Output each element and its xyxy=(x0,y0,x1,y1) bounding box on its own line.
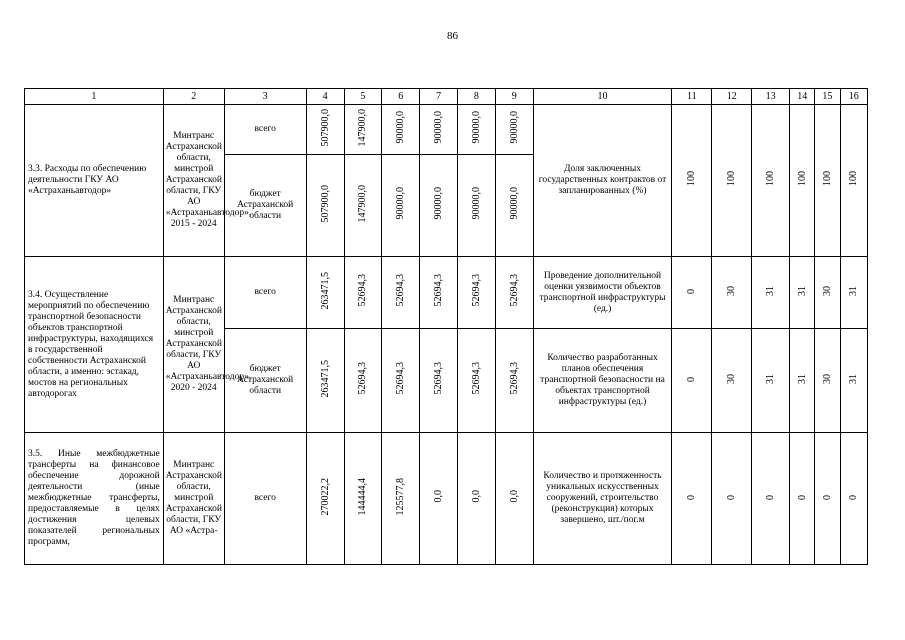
header-cell: 16 xyxy=(840,89,867,105)
value-cell: 90000,0 xyxy=(420,105,458,155)
executor-cell: Минтранс Астраханской области, минстрой Астраханской области, ГКУ АО «Астраханьавтодор», 2015 - 2024 xyxy=(163,105,224,257)
value-cell: 90000,0 xyxy=(382,155,420,257)
header-cell: 2 xyxy=(163,89,224,105)
indicator-value: 0 xyxy=(752,433,790,565)
header-cell: 10 xyxy=(533,89,672,105)
value-cell: 147900,0 xyxy=(344,105,382,155)
indicator-value: 30 xyxy=(815,329,840,433)
value-cell: 52694,3 xyxy=(382,329,420,433)
header-cell: 14 xyxy=(790,89,815,105)
indicator-value: 30 xyxy=(815,257,840,329)
header-cell: 12 xyxy=(712,89,752,105)
table-row xyxy=(25,433,868,565)
indicator-value: 100 xyxy=(790,105,815,257)
indicator-value: 31 xyxy=(752,329,790,433)
executor-cell: Минтранс Астраханской области, минстрой Астраханской области, ГКУ АО «Астраханьавтодор», 2020 - 2024 xyxy=(163,257,224,433)
header-cell: 4 xyxy=(306,89,344,105)
funding-source-total: всего xyxy=(224,257,306,329)
value-cell: 270022,2 xyxy=(306,433,344,565)
indicator-value: 31 xyxy=(752,257,790,329)
value-cell: 0,0 xyxy=(495,433,533,565)
indicator-cell: Проведение дополнительной оценки уязвимости объектов транспортной инфраструктуры (ед.) xyxy=(533,257,672,329)
funding-source-total: всего xyxy=(224,105,306,155)
value-cell: 52694,3 xyxy=(382,257,420,329)
indicator-cell: Количество разработанных планов обеспечения транспортной безопасности на объектах транспортной инфраструктуры (ед.) xyxy=(533,329,672,433)
indicator-value: 0 xyxy=(815,433,840,565)
indicator-value: 31 xyxy=(790,329,815,433)
indicator-value: 30 xyxy=(712,329,752,433)
indicator-value: 31 xyxy=(790,257,815,329)
value-cell: 147900,0 xyxy=(344,155,382,257)
header-cell: 1 xyxy=(25,89,164,105)
header-cell: 9 xyxy=(495,89,533,105)
value-cell: 52694,3 xyxy=(420,257,458,329)
funding-source-budget: бюджет Астраханской области xyxy=(224,329,306,433)
indicator-value: 0 xyxy=(840,433,867,565)
header-cell: 7 xyxy=(420,89,458,105)
page-number: 86 xyxy=(447,30,458,42)
indicator-cell: Количество и протяженность уникальных искусственных сооружений, строительство (реконструкция) которых завершено, шт./пог.м xyxy=(533,433,672,565)
funding-source-budget: бюджет Астраханской области xyxy=(224,155,306,257)
value-cell: 90000,0 xyxy=(420,155,458,257)
header-cell: 15 xyxy=(815,89,840,105)
header-cell: 8 xyxy=(457,89,495,105)
value-cell: 0,0 xyxy=(457,433,495,565)
value-cell: 263471,5 xyxy=(306,329,344,433)
indicator-cell: Доля заключенных государственных контрактов от запланированных (%) xyxy=(533,105,672,257)
value-cell: 90000,0 xyxy=(457,155,495,257)
value-cell: 52694,3 xyxy=(344,329,382,433)
indicator-value: 0 xyxy=(672,329,712,433)
value-cell: 90000,0 xyxy=(495,155,533,257)
header-cell: 5 xyxy=(344,89,382,105)
header-cell: 3 xyxy=(224,89,306,105)
indicator-value: 100 xyxy=(752,105,790,257)
indicator-value: 0 xyxy=(672,257,712,329)
activity-name: 3.3. Расходы по обеспечению деятельности ГКУ АО «Астраханьавтодор» xyxy=(25,105,164,257)
program-table xyxy=(24,88,868,565)
indicator-value: 30 xyxy=(712,257,752,329)
value-cell: 52694,3 xyxy=(457,329,495,433)
value-cell: 90000,0 xyxy=(495,105,533,155)
header-cell: 6 xyxy=(382,89,420,105)
value-cell: 52694,3 xyxy=(495,329,533,433)
value-cell: 0,0 xyxy=(420,433,458,565)
value-cell: 263471,5 xyxy=(306,257,344,329)
value-cell: 507900,0 xyxy=(306,155,344,257)
value-cell: 52694,3 xyxy=(420,329,458,433)
indicator-value: 100 xyxy=(712,105,752,257)
header-cell: 11 xyxy=(672,89,712,105)
table-row xyxy=(25,257,868,329)
executor-cell: Минтранс Астраханской области, минстрой Астраханской области, ГКУ АО «Астра- xyxy=(163,433,224,565)
table-row xyxy=(25,105,868,155)
value-cell: 125577,8 xyxy=(382,433,420,565)
indicator-value: 100 xyxy=(840,105,867,257)
value-cell: 52694,3 xyxy=(495,257,533,329)
indicator-value: 100 xyxy=(815,105,840,257)
indicator-value: 0 xyxy=(672,433,712,565)
header-cell: 13 xyxy=(752,89,790,105)
indicator-value: 100 xyxy=(672,105,712,257)
value-cell: 507900,0 xyxy=(306,105,344,155)
value-cell: 52694,3 xyxy=(344,257,382,329)
value-cell: 144444,4 xyxy=(344,433,382,565)
activity-name: 3.5. Иные межбюджетные трансферты на финансовое обеспечение дорожной деятельности (иные межбюджетные трансферты, предоставляемые в целях достижения целевых показателей региональных программ, xyxy=(25,433,164,565)
indicator-value: 0 xyxy=(712,433,752,565)
indicator-value: 31 xyxy=(840,257,867,329)
activity-name: 3.4. Осуществление мероприятий по обеспечению транспортной безопасности объектов транспортной инфраструктуры, находящихся в государственной собственности Астраханской области, а именно: эстакад, мостов на региональных автодорогах xyxy=(25,257,164,433)
header-row xyxy=(25,89,868,105)
value-cell: 52694,3 xyxy=(457,257,495,329)
value-cell: 90000,0 xyxy=(457,105,495,155)
funding-source-total: всего xyxy=(224,433,306,565)
indicator-value: 31 xyxy=(840,329,867,433)
value-cell: 90000,0 xyxy=(382,105,420,155)
indicator-value: 0 xyxy=(790,433,815,565)
